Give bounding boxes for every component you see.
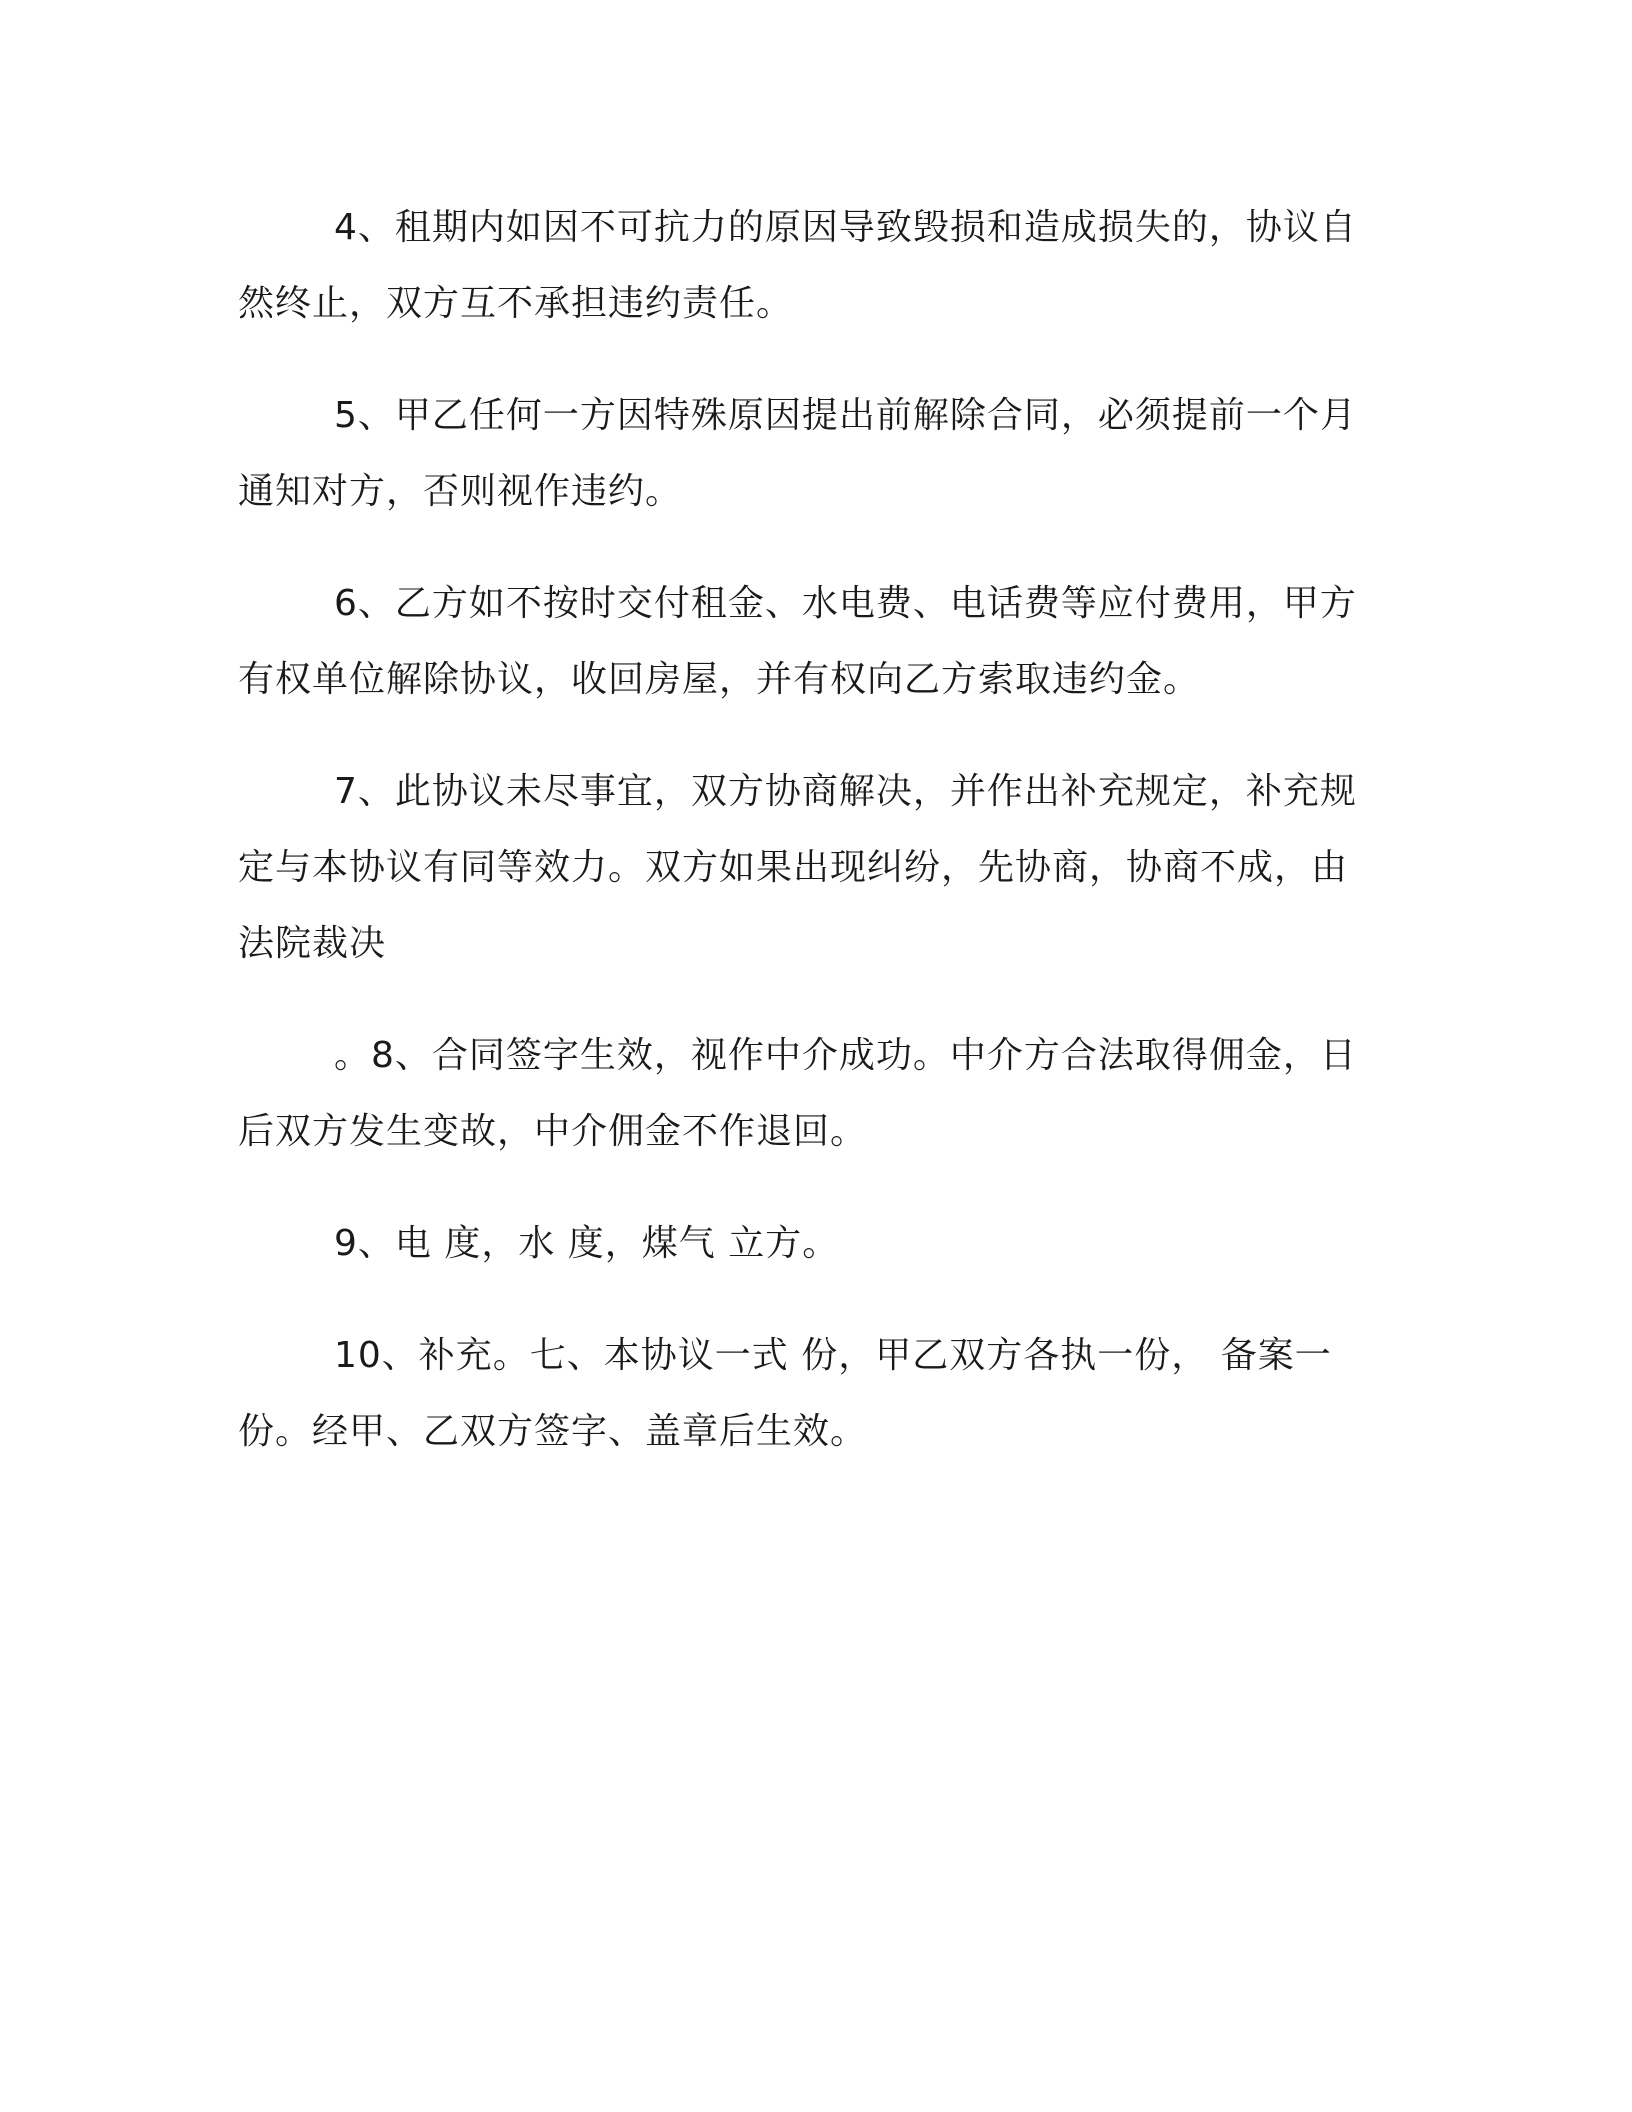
clause-9: 9、电 度，水 度，煤气 立方。 [334,1223,840,1264]
document-body [238,190,1378,1506]
clause-8: 。8、合同签字生效，视作中介成功。中介方合法取得佣金，日后双方发生变故，中介佣金不作退回。 [238,1035,1357,1152]
clause-10: 10、补充。七、本协议一式 份，甲乙双方各执一份， 备案一份。经甲、乙双方签字、盖章后生效。 [238,1335,1332,1452]
clause-7: 7、此协议未尽事宜，双方协商解决，并作出补充规定，补充规定与本协议有同等效力。双方如果出现纠纷，先协商，协商不成，由法院裁决 [238,771,1357,964]
clause-6: 6、乙方如不按时交付租金、水电费、电话费等应付费用，甲方有权单位解除协议，收回房屋，并有权向乙方索取违约金。 [238,583,1357,700]
clause-4: 4、租期内如因不可抗力的原因导致毁损和造成损失的，协议自然终止，双方互不承担违约责任。 [238,207,1357,324]
clause-5: 5、甲乙任何一方因特殊原因提出前解除合同，必须提前一个月通知对方，否则视作违约。 [238,395,1357,512]
